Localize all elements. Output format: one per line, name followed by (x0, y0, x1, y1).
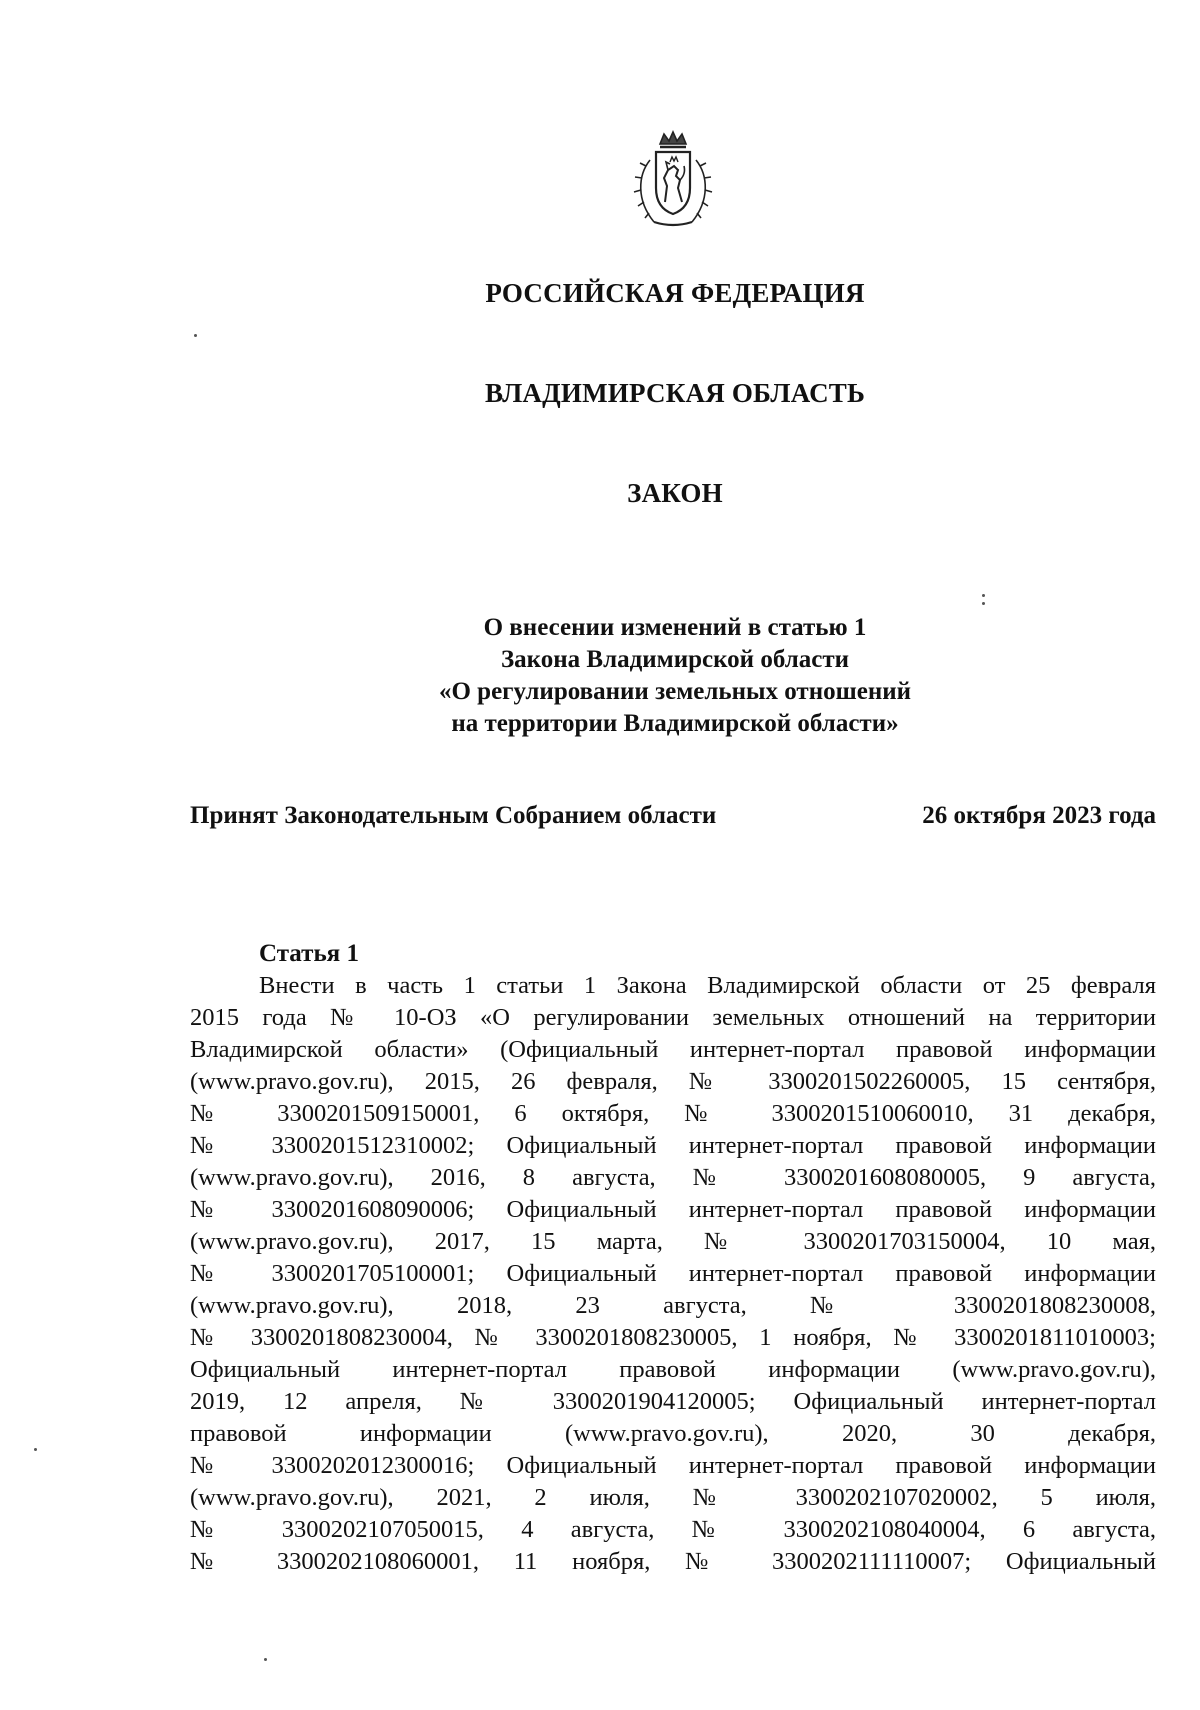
scan-speck (264, 1658, 267, 1661)
article-line: Официальный интернет-портал правовой информации (www.pravo.gov.ru), (190, 1356, 1156, 1383)
document-type-heading: ЗАКОН (627, 478, 723, 508)
article-line: № 3300201705100001; Официальный интернет-портал правовой информации (190, 1260, 1156, 1287)
article-line: правовой информации (www.pravo.gov.ru), 2020, 30 декабря, (190, 1420, 1156, 1447)
scan-speck (982, 594, 985, 597)
article-line: (www.pravo.gov.ru), 2016, 8 августа, № 3300201608080005, 9 августа, (190, 1164, 1156, 1191)
article-line: № 3300201509150001, 6 октября, № 3300201510060010, 31 декабря, (190, 1100, 1156, 1127)
adopted-by: Принят Законодательным Собранием области (190, 802, 717, 829)
region-heading: ВЛАДИМИРСКАЯ ОБЛАСТЬ (484, 378, 866, 408)
article-line: № 3300201808230004, № 3300201808230005, 1 ноября, № 3300201811010003; (190, 1324, 1156, 1351)
article-line: (www.pravo.gov.ru), 2018, 23 августа, № 3300201808230008, (190, 1292, 1156, 1319)
article-line: (www.pravo.gov.ru), 2021, 2 июля, № 3300202107020002, 5 июля, (190, 1484, 1156, 1511)
law-title-line: Закона Владимирской области (500, 646, 850, 673)
law-title-line: на территории Владимирской области» (451, 710, 899, 737)
article-line: № 3300201608090006; Официальный интернет-портал правовой информации (190, 1196, 1156, 1223)
scan-speck (194, 334, 197, 337)
article-line: Владимирской области» (Официальный интернет-портал правовой информации (190, 1036, 1156, 1063)
article-heading: Статья 1 (259, 940, 359, 967)
coat-of-arms-icon (628, 130, 718, 230)
article-line: № 3300201512310002; Официальный интернет-портал правовой информации (190, 1132, 1156, 1159)
article-line: № 3300202012300016; Официальный интернет-портал правовой информации (190, 1452, 1156, 1479)
adoption-date: 26 октября 2023 года (922, 802, 1156, 829)
scan-speck (982, 602, 985, 605)
article-line: № 3300202107050015, 4 августа, № 3300202108040004, 6 августа, (190, 1516, 1156, 1543)
article-body (190, 970, 1156, 1578)
article-line: Внести в часть 1 статьи 1 Закона Владимирской области от 25 февраля (259, 972, 1156, 999)
article-line: 2019, 12 апреля, № 3300201904120005; Официальный интернет-портал (190, 1388, 1156, 1415)
article-line: (www.pravo.gov.ru), 2015, 26 февраля, № 3300201502260005, 15 сентября, (190, 1068, 1156, 1095)
law-title-line: «О регулировании земельных отношений (438, 678, 912, 705)
article-line: (www.pravo.gov.ru), 2017, 15 марта, № 3300201703150004, 10 мая, (190, 1228, 1156, 1255)
article-line: № 3300202108060001, 11 ноября, № 3300202111110007; Официальный (190, 1548, 1156, 1575)
country-heading: РОССИЙСКАЯ ФЕДЕРАЦИЯ (485, 278, 865, 308)
law-title (0, 612, 1200, 740)
scan-speck (34, 1448, 37, 1451)
article-line: 2015 года № 10-ОЗ «О регулировании земельных отношений на территории (190, 1004, 1156, 1031)
law-title-line: О внесении изменений в статью 1 (483, 614, 867, 641)
